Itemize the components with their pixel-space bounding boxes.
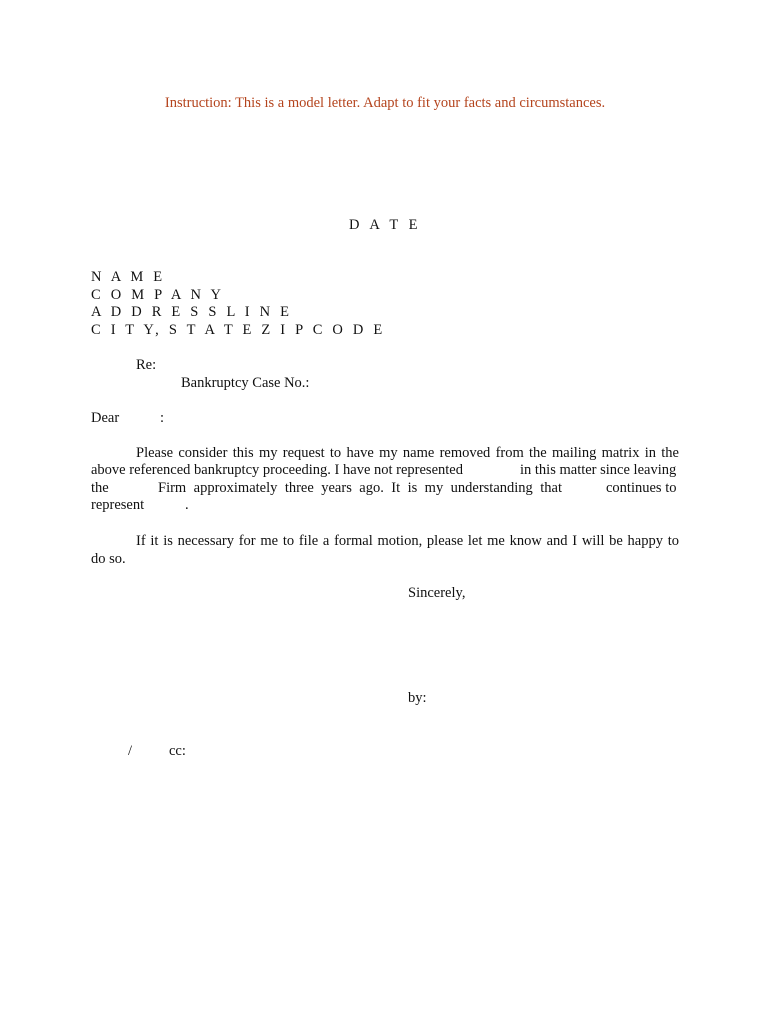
cc-label: cc: [169, 743, 186, 759]
paragraph-1-line-3a: the [91, 480, 109, 496]
paragraph-1-line-3b: Firm approximately three years ago. It is my understanding that [158, 480, 562, 496]
date-placeholder: D A T E [349, 217, 421, 233]
paragraph-2-line-2: do so. [91, 551, 126, 567]
paragraph-1-line-3c: continues to [606, 480, 677, 496]
paragraph-2-line-1: If it is necessary for me to file a formal motion, please let me know and I will be happy to [136, 533, 679, 549]
re-label: Re: [136, 357, 157, 373]
signature-by-label: by: [408, 690, 427, 706]
instruction-note: Instruction: This is a model letter. Adapt to fit your facts and circumstances. [164, 95, 606, 111]
paragraph-1-line-4b: . [185, 497, 189, 513]
paragraph-1-line-4a: represent [91, 497, 145, 513]
recipient-company: C O M P A N Y [91, 287, 225, 303]
recipient-city-state-zip: C I T Y, S T A T E Z I P C O D E [91, 322, 386, 338]
paragraph-1-line-1-text: Please consider this my request to have my name removed from the mailing matrix in the [136, 445, 679, 461]
recipient-name: N A M E [91, 269, 166, 285]
paragraph-1-line-2b: in this matter since leaving [520, 462, 677, 478]
salutation-colon: : [160, 410, 165, 426]
paragraph-1-line-1 [136, 445, 679, 462]
initials-separator: / [128, 743, 133, 759]
salutation-dear: Dear [91, 410, 120, 426]
bankruptcy-case-label: Bankruptcy Case No.: [181, 375, 310, 391]
closing-sincerely: Sincerely, [408, 585, 466, 601]
paragraph-1-line-2a: above referenced bankruptcy proceeding. I have not represented [91, 462, 463, 478]
recipient-address-line: A D D R E S S L I N E [91, 304, 293, 320]
